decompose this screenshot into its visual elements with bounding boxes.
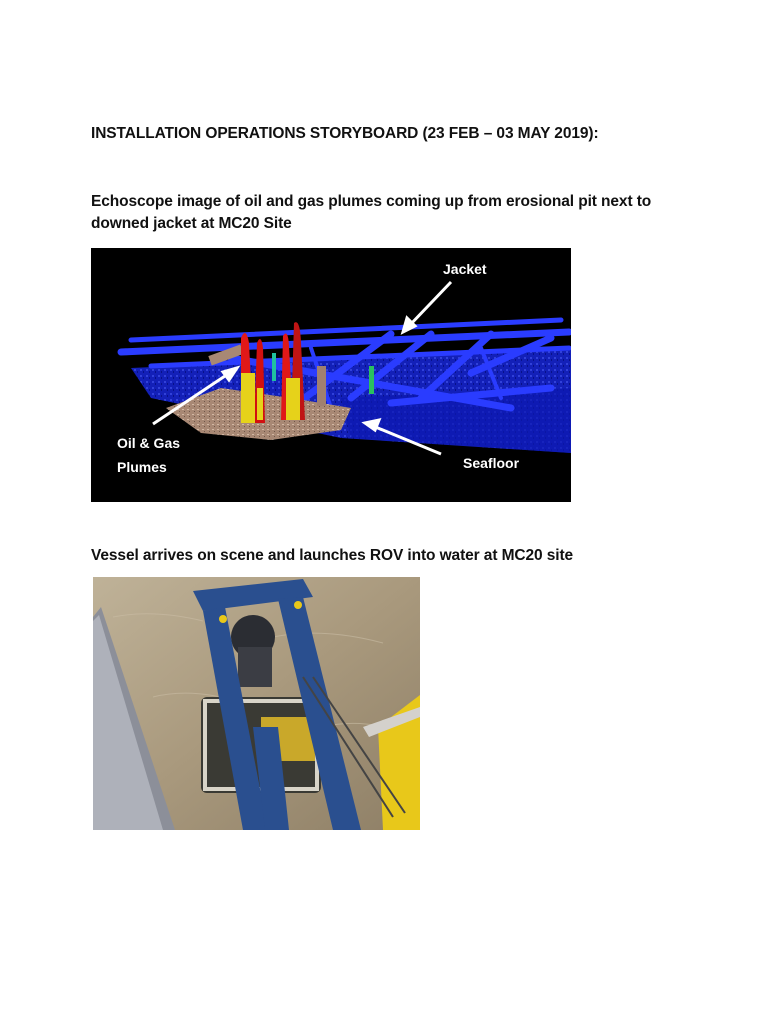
jacket-arrow (409, 282, 451, 326)
rov-photo-graphic (93, 577, 420, 830)
document-title: INSTALLATION OPERATIONS STORYBOARD (23 FEB – 03 MAY 2019): (91, 125, 599, 142)
plumes-label-line2: Plumes (117, 459, 167, 475)
echoscope-caption: Echoscope image of oil and gas plumes coming up from erosional pit next to downed jacket at MC20 Site (91, 193, 652, 232)
seafloor-label: Seafloor (463, 455, 520, 471)
jacket-label: Jacket (443, 261, 487, 277)
echoscope-image (91, 248, 571, 502)
rov-launch-photo (93, 577, 420, 830)
plumes-label-line1: Oil & Gas (117, 435, 181, 451)
rov-launch-caption: Vessel arrives on scene and launches ROV into water at MC20 site (91, 547, 574, 564)
